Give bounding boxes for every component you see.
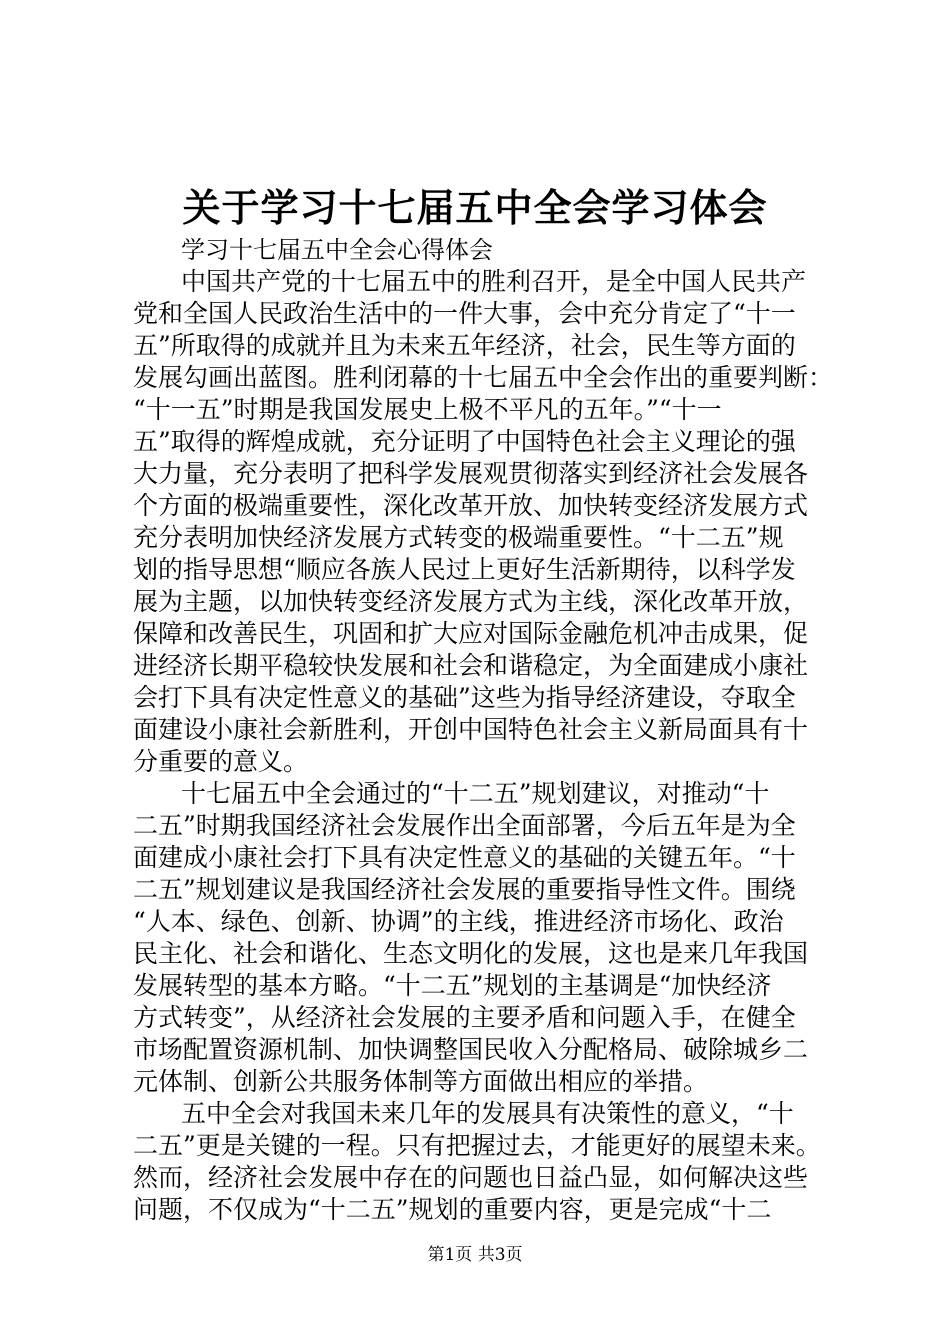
- body-line: 民主化、社会和谐化、生态文明化的发展，这也是来几年我国: [133, 939, 809, 968]
- body-line: 发展勾画出蓝图。胜利闭幕的十七届五中全会作出的重要判断：: [133, 363, 834, 392]
- body-line: 党和全国人民政治生活中的一件大事，会中充分肯定了“十一: [133, 299, 796, 328]
- body-line: 展为主题，以加快转变经济发展方式为主线，深化改革开放，: [133, 587, 809, 616]
- body-line: 五”取得的辉煌成就，充分证明了中国特色社会主义理论的强: [133, 427, 796, 456]
- body-line: 然而，经济社会发展中存在的问题也日益凸显，如何解决这些: [133, 1163, 809, 1192]
- body-line: “十一五”时期是我国发展史上极不平凡的五年。”“十一: [133, 395, 722, 424]
- document-title: 关于学习十七届五中全会学习体会: [182, 186, 768, 230]
- body-line: 面建设小康社会新胜利，开创中国特色社会主义新局面具有十: [133, 715, 809, 744]
- body-line: 充分表明加快经济发展方式转变的极端重要性。“十二五”规: [133, 523, 784, 552]
- body-line: 中国共产党的十七届五中的胜利召开，是全中国人民共产: [181, 267, 807, 296]
- document-subtitle: 学习十七届五中全会心得体会: [181, 236, 493, 264]
- body-line: 个方面的极端重要性，深化改革开放、加快转变经济发展方式: [133, 491, 809, 520]
- body-line: 问题，不仅成为“十二五”规划的重要内容，更是完成“十二: [133, 1195, 772, 1224]
- body-line: 五”所取得的成就并且为未来五年经济，社会，民生等方面的: [133, 331, 796, 360]
- body-line: 进经济长期平稳较快发展和社会和谐稳定，为全面建成小康社: [133, 651, 809, 680]
- body-line: 十七届五中全会通过的“十二五”规划建议，对推动“十: [181, 779, 770, 808]
- body-line: 方式转变”，从经济社会发展的主要矛盾和问题入手，在健全: [133, 1003, 796, 1032]
- document-body: [133, 266, 833, 1226]
- body-line: 二五”规划建议是我国经济社会发展的重要指导性文件。围绕: [133, 875, 796, 904]
- body-line: 保障和改善民生，巩固和扩大应对国际金融危机冲击成果，促: [133, 619, 809, 648]
- body-line: 发展转型的基本方略。“十二五”规划的主基调是“加快经济: [133, 971, 772, 1000]
- body-line: 会打下具有决定性意义的基础”这些为指导经济建设，夺取全: [133, 683, 796, 712]
- body-line: 大力量，充分表明了把科学发展观贯彻落实到经济社会发展各: [133, 459, 809, 488]
- body-line: “人本、绿色、创新、协调”的主线，推进经济市场化、政治: [133, 907, 784, 936]
- page-footer: 第1页 共3页: [427, 1245, 523, 1265]
- body-line: 二五”更是关键的一程。只有把握过去，才能更好的展望未来。: [133, 1131, 821, 1160]
- body-line: 五中全会对我国未来几年的发展具有决策性的意义，“十: [181, 1099, 794, 1128]
- body-line: 二五”时期我国经济社会发展作出全面部署，今后五年是为全: [133, 811, 796, 840]
- body-line: 划的指导思想“顺应各族人民过上更好生活新期待，以科学发: [133, 555, 796, 584]
- body-line: 市场配置资源机制、加快调整国民收入分配格局、破除城乡二: [133, 1035, 809, 1064]
- body-line: 面建成小康社会打下具有决定性意义的基础的关键五年。“十: [133, 843, 796, 872]
- body-line: 分重要的意义。: [133, 747, 309, 776]
- body-line: 元体制、创新公共服务体制等方面做出相应的举措。: [133, 1067, 709, 1096]
